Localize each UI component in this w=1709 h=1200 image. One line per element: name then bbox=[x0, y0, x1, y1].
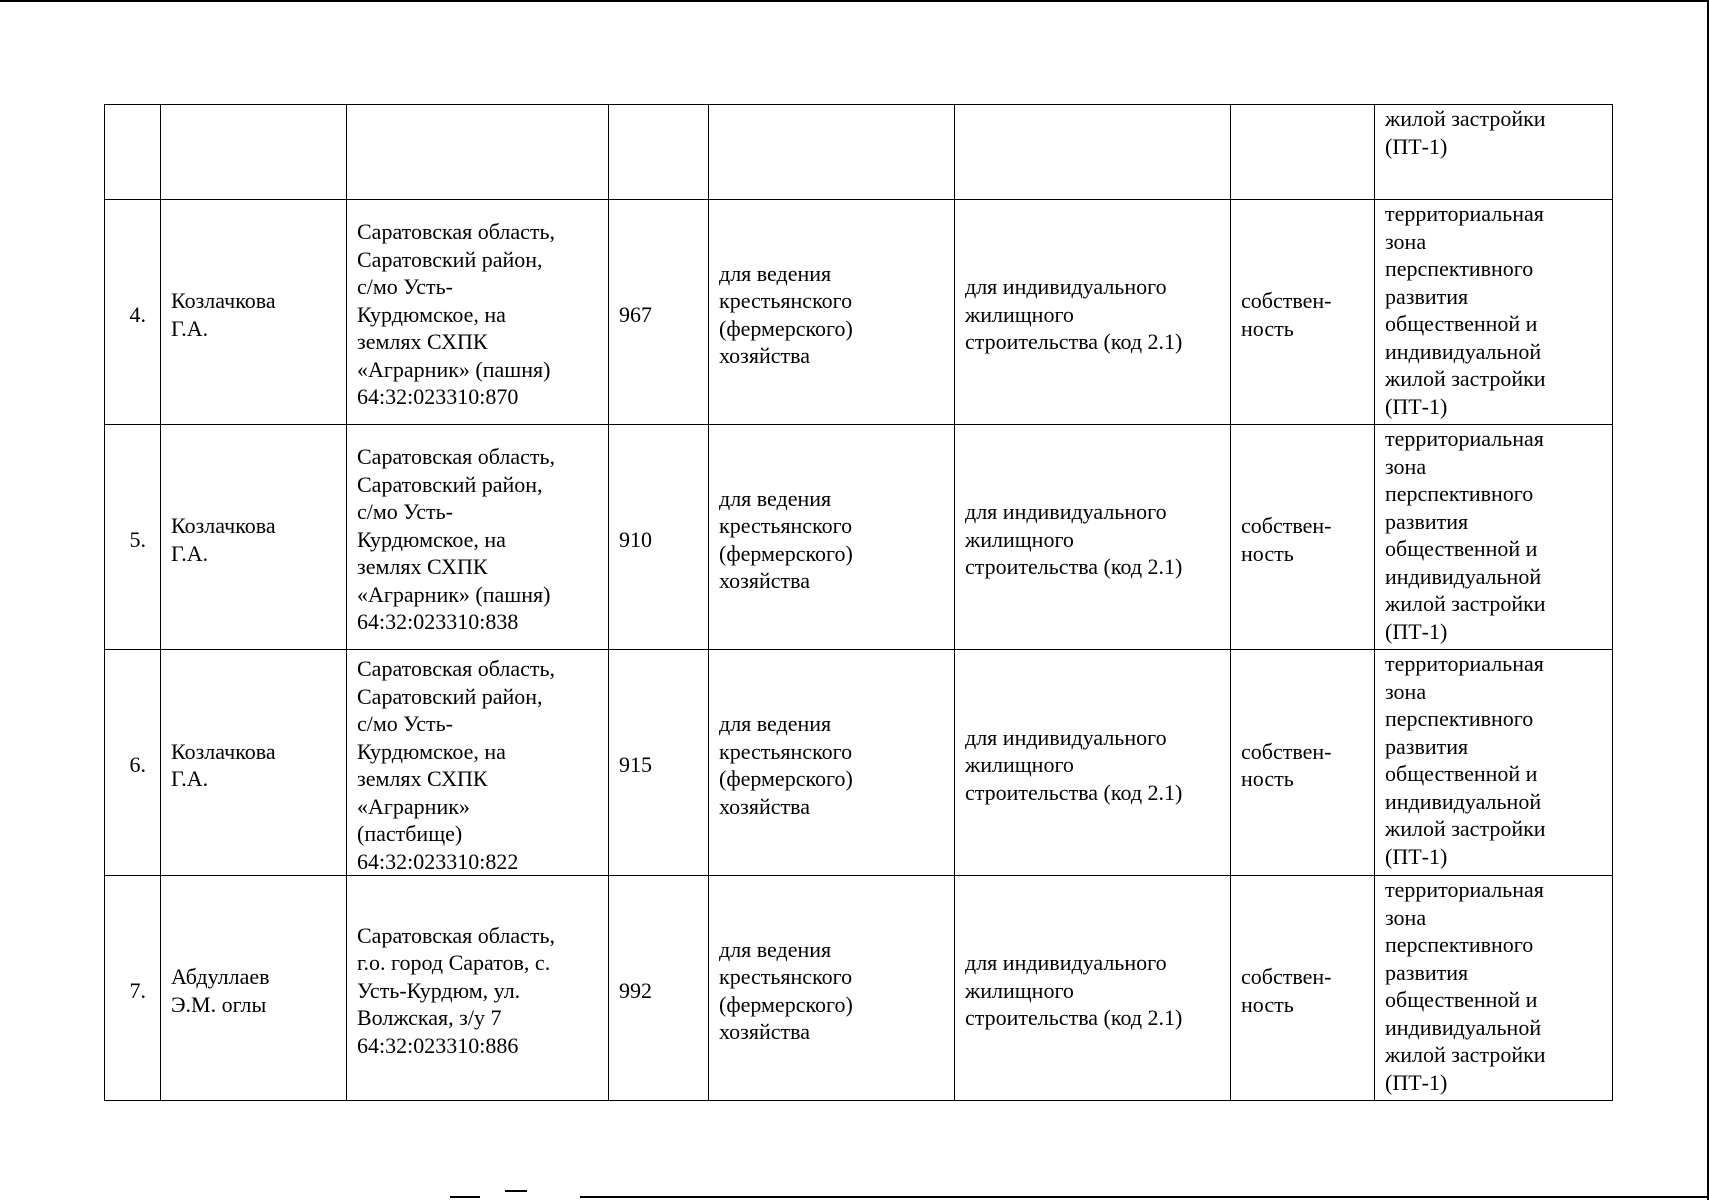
right-line: ность bbox=[1241, 991, 1294, 1017]
zone-line: перспективного bbox=[1385, 481, 1534, 506]
address-line: «Аграрник» (пашня) bbox=[357, 581, 551, 607]
purpose-line: (фермерского) bbox=[719, 540, 853, 566]
permitted-use-cell bbox=[955, 105, 1231, 200]
zone-cell bbox=[1375, 876, 1613, 1101]
permitted-use-cell bbox=[955, 876, 1231, 1101]
area-cell bbox=[609, 105, 709, 200]
zone-cell bbox=[1375, 650, 1613, 876]
address-cell bbox=[347, 425, 609, 650]
zone-line: индивидуальной bbox=[1385, 788, 1542, 814]
address-line: г.о. город Саратов, с. bbox=[357, 950, 551, 976]
address-line: (пастбище) bbox=[357, 821, 463, 846]
scan-edge-bottom bbox=[580, 1196, 1709, 1198]
zone-line: (ПТ-1) bbox=[1385, 618, 1448, 644]
zone-line: жилой застройки bbox=[1385, 366, 1546, 391]
zone-line: общественной и bbox=[1385, 987, 1538, 1012]
purpose-cell bbox=[709, 650, 955, 876]
address-cell bbox=[347, 200, 609, 425]
right-line: собствен- bbox=[1241, 964, 1332, 989]
table-row bbox=[105, 650, 1613, 876]
address-line: «Аграрник» bbox=[357, 793, 470, 819]
address-line: Саратовский район, bbox=[357, 471, 543, 497]
address-line: Саратовская область, bbox=[357, 656, 556, 681]
right-line: ность bbox=[1241, 315, 1294, 341]
purpose-line: крестьянского bbox=[719, 738, 853, 764]
owner-cell bbox=[161, 650, 347, 876]
land-plots-table bbox=[104, 104, 1613, 1101]
zone-line: жилой застройки bbox=[1385, 106, 1546, 131]
owner-line: Абдуллаев bbox=[171, 964, 270, 989]
zone-line: территориальная bbox=[1385, 426, 1544, 451]
address-line: Курдюмское, на bbox=[357, 301, 506, 327]
zone-line: жилой застройки bbox=[1385, 591, 1546, 616]
zone-line: общественной и bbox=[1385, 536, 1538, 561]
owner-line: Козлачкова bbox=[171, 513, 276, 538]
permitted-use-line: жилищного bbox=[965, 977, 1074, 1003]
zone-line: территориальная bbox=[1385, 201, 1544, 226]
area-cell: 992 bbox=[609, 876, 709, 1101]
purpose-line: (фермерского) bbox=[719, 315, 853, 341]
table-row-carryover bbox=[105, 105, 1613, 200]
purpose-line: хозяйства bbox=[719, 1019, 810, 1044]
table-row bbox=[105, 425, 1613, 650]
zone-line: (ПТ-1) bbox=[1385, 1069, 1448, 1095]
zone-line: зона bbox=[1385, 904, 1427, 930]
purpose-line: для ведения bbox=[719, 711, 832, 736]
address-line: «Аграрник» (пашня) bbox=[357, 356, 551, 382]
zone-cell bbox=[1375, 425, 1613, 650]
zone-line: развития bbox=[1385, 283, 1469, 309]
permitted-use-line: строительства (код 2.1) bbox=[965, 1005, 1183, 1031]
owner-line: Козлачкова bbox=[171, 288, 276, 313]
area-cell: 915 bbox=[609, 650, 709, 876]
zone-cell bbox=[1375, 105, 1613, 200]
zone-line: общественной и bbox=[1385, 761, 1538, 786]
zone-line: территориальная bbox=[1385, 651, 1544, 676]
zone-line: зона bbox=[1385, 453, 1427, 479]
owner-line: Г.А. bbox=[171, 766, 209, 791]
owner-cell bbox=[161, 425, 347, 650]
zone-line: развития bbox=[1385, 733, 1469, 759]
right-cell bbox=[1231, 105, 1375, 200]
purpose-line: для ведения bbox=[719, 936, 832, 962]
right-cell bbox=[1231, 200, 1375, 425]
address-line: 64:32:023310:822 bbox=[357, 848, 519, 874]
owner-line: Э.М. оглы bbox=[171, 991, 267, 1017]
address-cell bbox=[347, 876, 609, 1101]
owner-cell bbox=[161, 105, 347, 200]
address-line: с/мо Усть- bbox=[357, 499, 453, 525]
purpose-cell bbox=[709, 876, 955, 1101]
zone-line: жилой застройки bbox=[1385, 1042, 1546, 1067]
purpose-line: крестьянского bbox=[719, 964, 853, 989]
permitted-use-cell bbox=[955, 425, 1231, 650]
owner-line: Г.А. bbox=[171, 315, 209, 341]
scan-edge-top bbox=[0, 0, 1709, 2]
address-line: Саратовский район, bbox=[357, 246, 543, 272]
purpose-line: (фермерского) bbox=[719, 766, 853, 791]
zone-line: перспективного bbox=[1385, 706, 1534, 731]
zone-line: общественной и bbox=[1385, 311, 1538, 336]
address-cell bbox=[347, 105, 609, 200]
zone-line: (ПТ-1) bbox=[1385, 393, 1448, 419]
permitted-use-line: строительства (код 2.1) bbox=[965, 554, 1183, 580]
right-line: ность bbox=[1241, 540, 1294, 566]
purpose-line: для ведения bbox=[719, 485, 832, 511]
area-cell: 967 bbox=[609, 200, 709, 425]
address-line: с/мо Усть- bbox=[357, 711, 453, 736]
purpose-cell bbox=[709, 425, 955, 650]
purpose-cell bbox=[709, 200, 955, 425]
zone-line: зона bbox=[1385, 228, 1427, 254]
address-line: землях СХПК bbox=[357, 766, 488, 791]
permitted-use-cell bbox=[955, 650, 1231, 876]
zone-line: (ПТ-1) bbox=[1385, 843, 1448, 869]
purpose-cell bbox=[709, 105, 955, 200]
address-line: Курдюмское, на bbox=[357, 738, 506, 764]
right-cell bbox=[1231, 876, 1375, 1101]
address-line: землях СХПК bbox=[357, 554, 488, 580]
purpose-line: хозяйства bbox=[719, 568, 810, 593]
purpose-line: крестьянского bbox=[719, 513, 853, 538]
owner-line: Г.А. bbox=[171, 540, 209, 566]
purpose-line: для ведения bbox=[719, 260, 832, 286]
zone-line: жилой застройки bbox=[1385, 816, 1546, 841]
address-line: Волжская, з/у 7 bbox=[357, 1005, 502, 1031]
address-line: 64:32:023310:886 bbox=[357, 1032, 519, 1058]
zone-line: перспективного bbox=[1385, 256, 1534, 281]
zone-line: развития bbox=[1385, 959, 1469, 985]
right-line: ность bbox=[1241, 766, 1294, 791]
purpose-line: хозяйства bbox=[719, 793, 810, 819]
right-cell bbox=[1231, 425, 1375, 650]
zone-cell bbox=[1375, 200, 1613, 425]
purpose-line: крестьянского bbox=[719, 288, 853, 313]
number-cell: 4. bbox=[105, 200, 161, 425]
address-line: 64:32:023310:838 bbox=[357, 609, 519, 635]
scan-speck bbox=[505, 1190, 527, 1192]
address-line: с/мо Усть- bbox=[357, 274, 453, 300]
address-cell bbox=[347, 650, 609, 876]
zone-line: территориальная bbox=[1385, 877, 1544, 902]
permitted-use-line: для индивидуального bbox=[965, 499, 1167, 525]
address-line: 64:32:023310:870 bbox=[357, 384, 519, 410]
right-line: собствен- bbox=[1241, 513, 1332, 538]
permitted-use-line: для индивидуального bbox=[965, 274, 1167, 300]
purpose-line: (фермерского) bbox=[719, 991, 853, 1017]
number-cell: 5. bbox=[105, 425, 161, 650]
permitted-use-line: жилищного bbox=[965, 752, 1074, 778]
right-cell bbox=[1231, 650, 1375, 876]
table-row bbox=[105, 876, 1613, 1101]
owner-line: Козлачкова bbox=[171, 738, 276, 764]
zone-line: (ПТ-1) bbox=[1385, 133, 1448, 159]
permitted-use-line: строительства (код 2.1) bbox=[965, 779, 1183, 805]
permitted-use-line: для индивидуального bbox=[965, 724, 1167, 750]
permitted-use-cell bbox=[955, 200, 1231, 425]
address-line: Усть-Курдюм, ул. bbox=[357, 977, 521, 1003]
owner-cell bbox=[161, 876, 347, 1101]
permitted-use-line: жилищного bbox=[965, 301, 1074, 327]
table-row bbox=[105, 200, 1613, 425]
address-line: Саратовский район, bbox=[357, 683, 543, 709]
zone-line: перспективного bbox=[1385, 932, 1534, 957]
address-line: Саратовская область, bbox=[357, 444, 556, 470]
zone-line: индивидуальной bbox=[1385, 1014, 1542, 1040]
zone-line: индивидуальной bbox=[1385, 338, 1542, 364]
address-line: Саратовская область, bbox=[357, 219, 556, 245]
address-line: землях СХПК bbox=[357, 329, 488, 355]
number-cell: 6. bbox=[105, 650, 161, 876]
zone-line: зона bbox=[1385, 678, 1427, 704]
permitted-use-line: жилищного bbox=[965, 526, 1074, 552]
zone-line: развития bbox=[1385, 508, 1469, 534]
number-cell bbox=[105, 105, 161, 200]
address-line: Саратовская область, bbox=[357, 922, 556, 948]
owner-cell bbox=[161, 200, 347, 425]
address-line: Курдюмское, на bbox=[357, 526, 506, 552]
right-line: собствен- bbox=[1241, 738, 1332, 764]
right-line: собствен- bbox=[1241, 288, 1332, 313]
scan-speck bbox=[450, 1196, 480, 1198]
permitted-use-line: для индивидуального bbox=[965, 950, 1167, 976]
area-cell: 910 bbox=[609, 425, 709, 650]
permitted-use-line: строительства (код 2.1) bbox=[965, 329, 1183, 355]
purpose-line: хозяйства bbox=[719, 343, 810, 368]
number-cell: 7. bbox=[105, 876, 161, 1101]
zone-line: индивидуальной bbox=[1385, 563, 1542, 589]
